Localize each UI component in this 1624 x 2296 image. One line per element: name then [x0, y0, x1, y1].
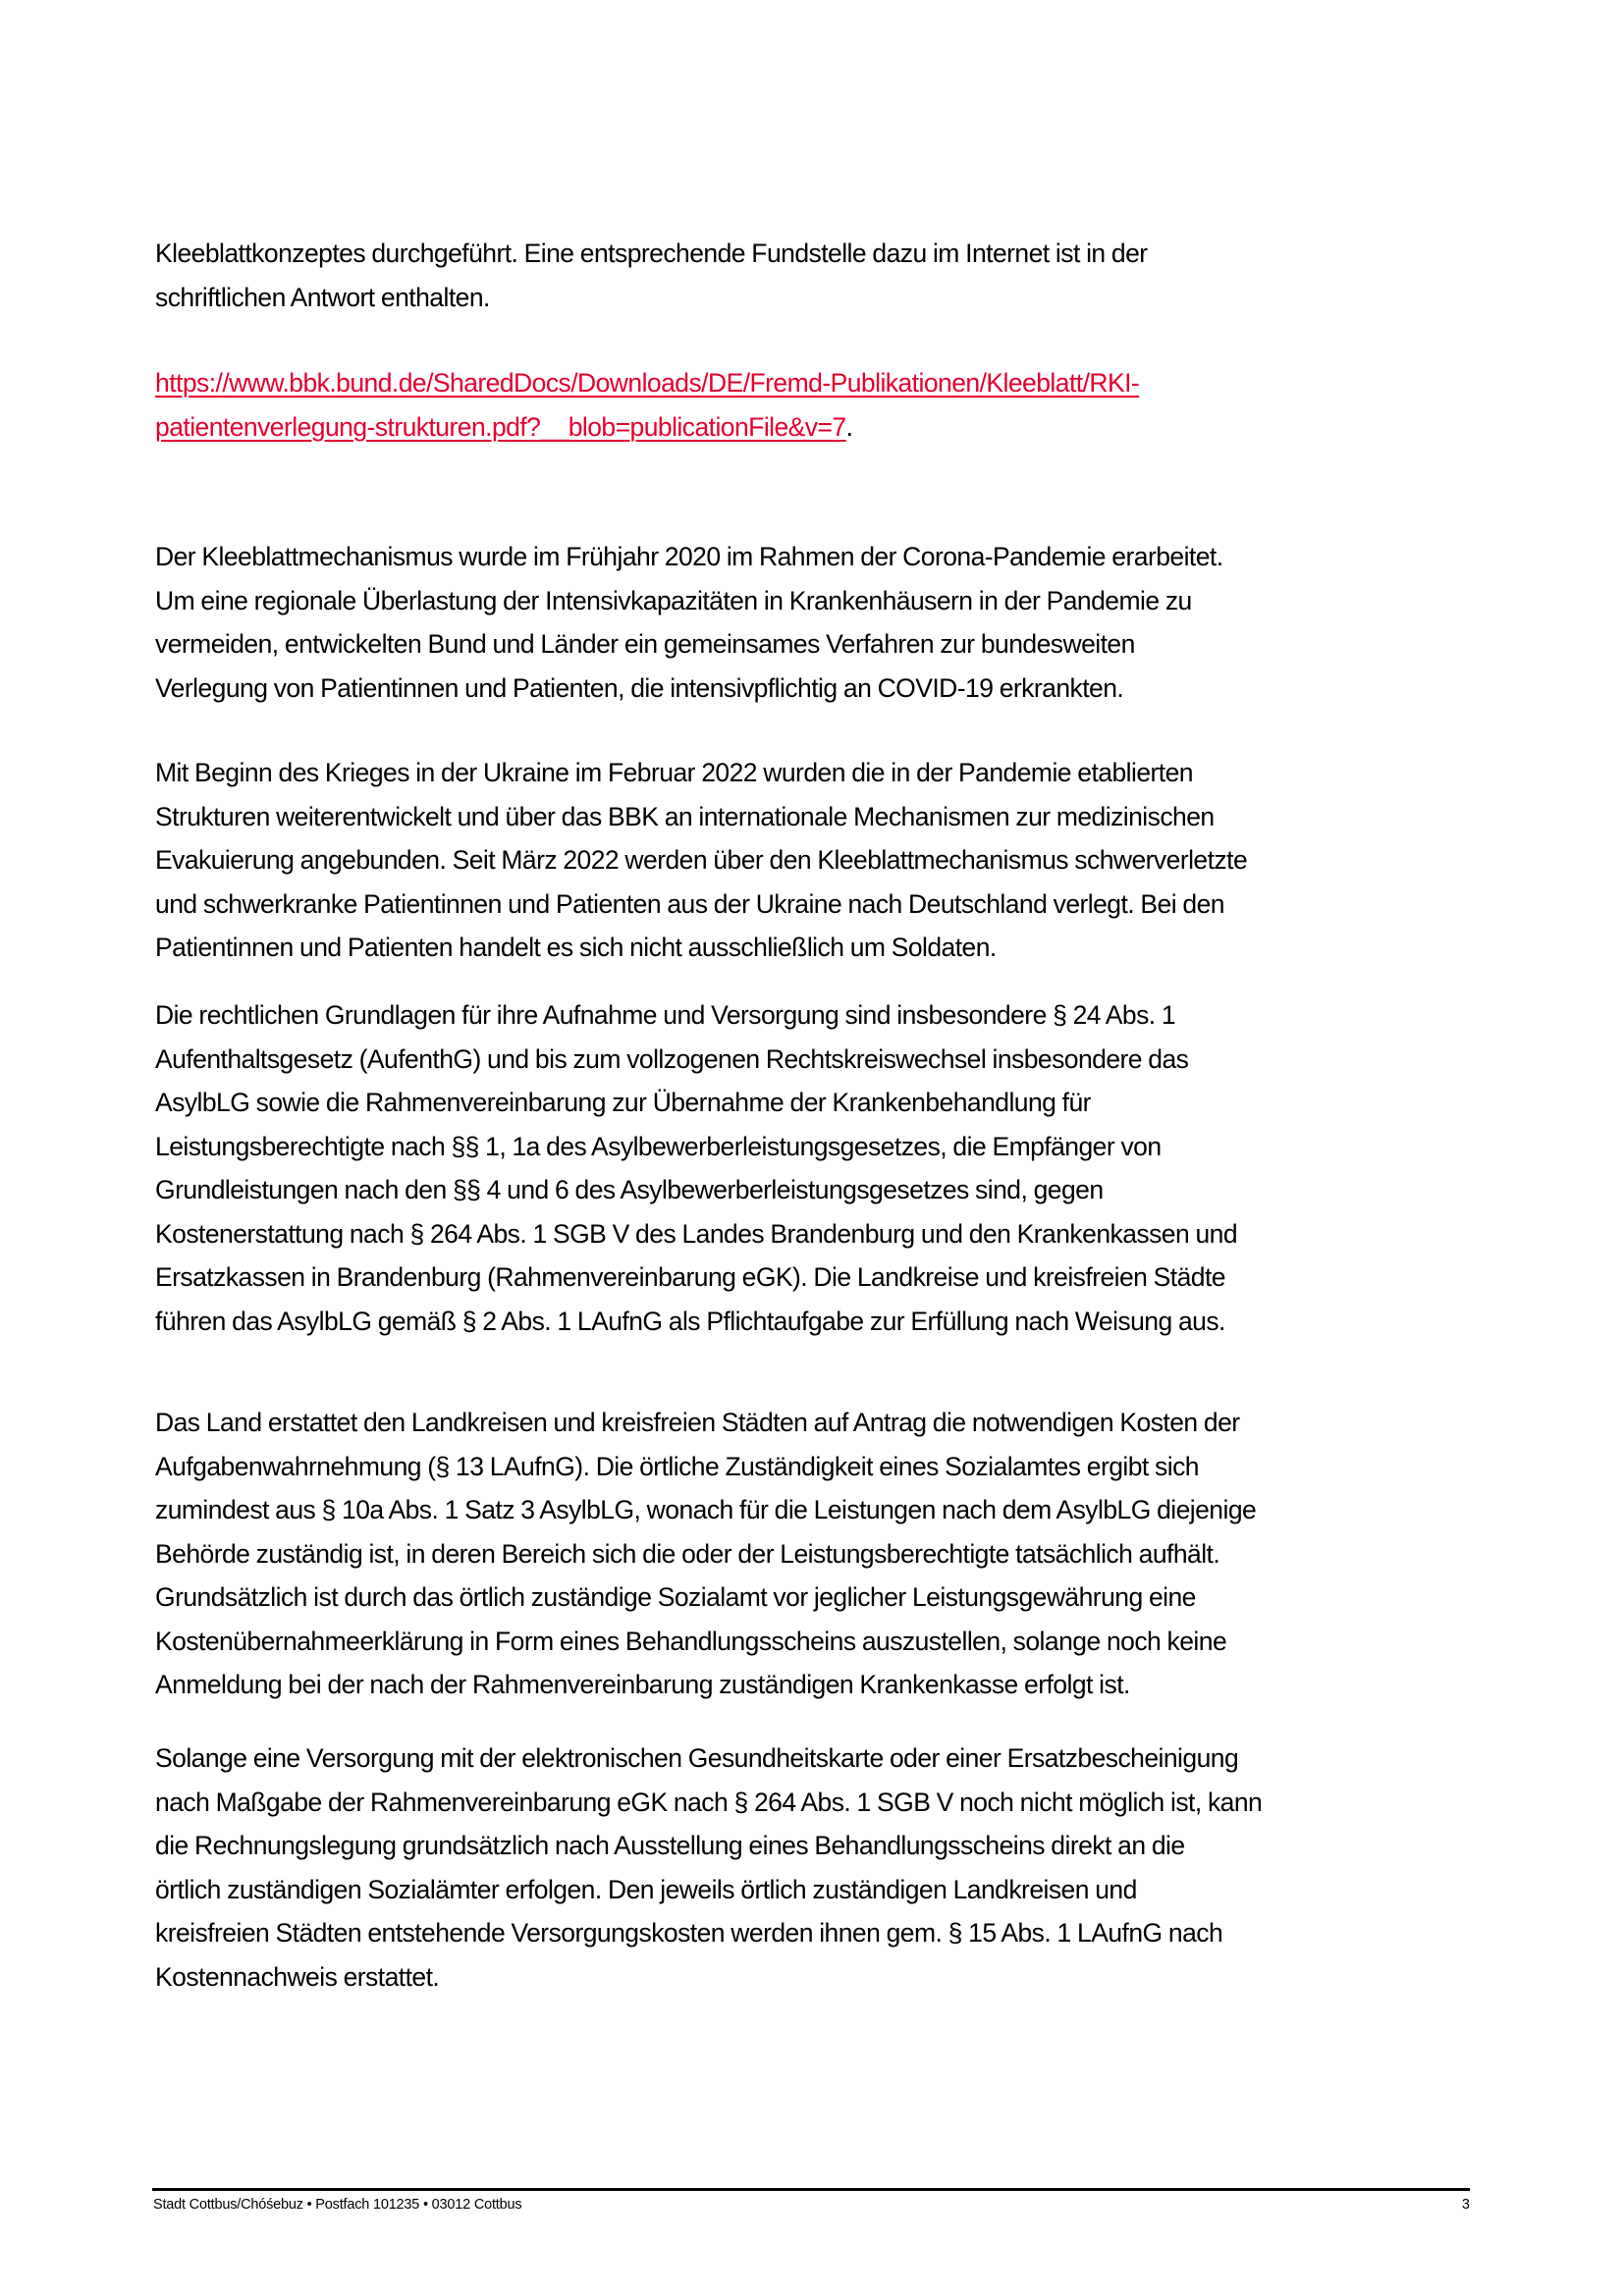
- link-trailing-period: .: [845, 411, 853, 442]
- text-line: vermeiden, entwickelten Bund und Länder ein gemeinsames Verfahren zur bundesweiten: [155, 629, 1135, 659]
- text-line: Solange eine Versorgung mit der elektronischen Gesundheitskarte oder einer Ersatzbescheinigung: [155, 1743, 1239, 1773]
- text-line: Verlegung von Patientinnen und Patienten, die intensivpflichtig an COVID-19 erkrankten.: [155, 672, 1124, 703]
- text-line: schriftlichen Antwort enthalten.: [155, 282, 490, 312]
- text-line: Kostenübernahmeerklärung in Form eines Behandlungsscheins auszustellen, solange noch keine: [155, 1626, 1227, 1656]
- text-line: Strukturen weiterentwickelt und über das BBK an internationale Mechanismen zur medizinischen: [155, 801, 1215, 831]
- text-line: Kostennachweis erstattet.: [155, 1961, 440, 1992]
- footer-address: Stadt Cottbus/Chóśebuz • Postfach 101235 • 03012 Cottbus: [153, 2197, 522, 2213]
- text-line: Kleeblattkonzeptes durchgeführt. Eine entsprechende Fundstelle dazu im Internet ist in der: [155, 239, 1148, 268]
- text-line: kreisfreien Städten entstehende Versorgungskosten werden ihnen gem. § 15 Abs. 1 LAufnG nach: [155, 1918, 1223, 1948]
- text-line: Patientinnen und Patienten handelt es sich nicht ausschließlich um Soldaten.: [155, 933, 997, 962]
- link-paragraph: [155, 361, 1476, 449]
- source-link-line-1[interactable]: https://www.bbk.bund.de/SharedDocs/Downloads/DE/Fremd-Publikationen/Kleeblatt/RKI-: [155, 368, 1140, 398]
- text-line: Um eine regionale Überlastung der Intensivkapazitäten in Krankenhäusern in der Pandemie zu: [155, 585, 1192, 615]
- text-line: Kostenerstattung nach § 264 Abs. 1 SGB V des Landes Brandenburg und den Krankenkassen und: [155, 1218, 1238, 1249]
- paragraph-kleeblatt-origin: [155, 535, 1476, 710]
- text-line: und schwerkranke Patientinnen und Patienten aus der Ukraine nach Deutschland verlegt. Bei den: [155, 888, 1224, 919]
- page-number: 3: [1461, 2197, 1470, 2213]
- text-line: nach Maßgabe der Rahmenvereinbarung eGK nach § 264 Abs. 1 SGB V noch nicht möglich ist, kann: [155, 1787, 1263, 1817]
- text-line: Das Land erstattet den Landkreisen und kreisfreien Städten auf Antrag die notwendigen Kosten der: [155, 1408, 1240, 1437]
- text-line: örtlich zuständigen Sozialämter erfolgen. Den jeweils örtlich zuständigen Landkreisen und: [155, 1874, 1137, 1904]
- text-line: Behörde zuständig ist, in deren Bereich sich die oder der Leistungsberechtigte tatsächlich aufhält.: [155, 1538, 1220, 1569]
- source-link-line-2[interactable]: patientenverlegung-strukturen.pdf?__blob=publicationFile&v=7: [155, 411, 846, 442]
- text-line: Aufenthaltsgesetz (AufenthG) und bis zum vollzogenen Rechtskreiswechsel insbesondere das: [155, 1043, 1189, 1074]
- text-line: führen das AsylbLG gemäß § 2 Abs. 1 LAufnG als Pflichtaufgabe zur Erfüllung nach Weisung aus.: [155, 1306, 1225, 1336]
- paragraph-cost-reimbursement: [155, 1401, 1476, 1707]
- text-line: zumindest aus § 10a Abs. 1 Satz 3 AsylbLG, wonach für die Leistungen nach dem AsylbLG diejenige: [155, 1495, 1257, 1524]
- text-line: die Rechnungslegung grundsätzlich nach Ausstellung eines Behandlungsscheins direkt an die: [155, 1831, 1185, 1860]
- text-line: AsylbLG sowie die Rahmenvereinbarung zur Übernahme der Krankenbehandlung für: [155, 1088, 1091, 1117]
- text-line: Aufgabenwahrnehmung (§ 13 LAufnG). Die örtliche Zuständigkeit eines Sozialamtes ergibt sich: [155, 1451, 1199, 1481]
- text-line: Grundsätzlich ist durch das örtlich zuständige Sozialamt vor jeglicher Leistungsgewährung eine: [155, 1582, 1196, 1612]
- text-line: Ersatzkassen in Brandenburg (Rahmenvereinbarung eGK). Die Landkreise und kreisfreien Städte: [155, 1262, 1225, 1292]
- paragraph-legal-basis: [155, 993, 1476, 1343]
- intro-paragraph: [155, 232, 1476, 319]
- text-line: Mit Beginn des Krieges in der Ukraine im Februar 2022 wurden die in der Pandemie etablierten: [155, 758, 1193, 787]
- text-line: Anmeldung bei der nach der Rahmenvereinbarung zuständigen Krankenkasse erfolgt ist.: [155, 1670, 1130, 1699]
- text-line: Evakuierung angebunden. Seit März 2022 werden über den Kleeblattmechanismus schwerverletzte: [155, 845, 1248, 875]
- text-line: Leistungsberechtigte nach §§ 1, 1a des Asylbewerberleistungsgesetzes, die Empfänger von: [155, 1131, 1162, 1161]
- paragraph-ukraine: [155, 751, 1476, 970]
- text-line: Die rechtlichen Grundlagen für ihre Aufnahme und Versorgung sind insbesondere § 24 Abs. 1: [155, 1000, 1176, 1030]
- footer-divider: [152, 2188, 1470, 2191]
- text-line: Grundleistungen nach den §§ 4 und 6 des Asylbewerberleistungsgesetzes sind, gegen: [155, 1175, 1104, 1204]
- text-line: Der Kleeblattmechanismus wurde im Frühjahr 2020 im Rahmen der Corona-Pandemie erarbeitet.: [155, 542, 1223, 571]
- paragraph-billing: [155, 1736, 1476, 1999]
